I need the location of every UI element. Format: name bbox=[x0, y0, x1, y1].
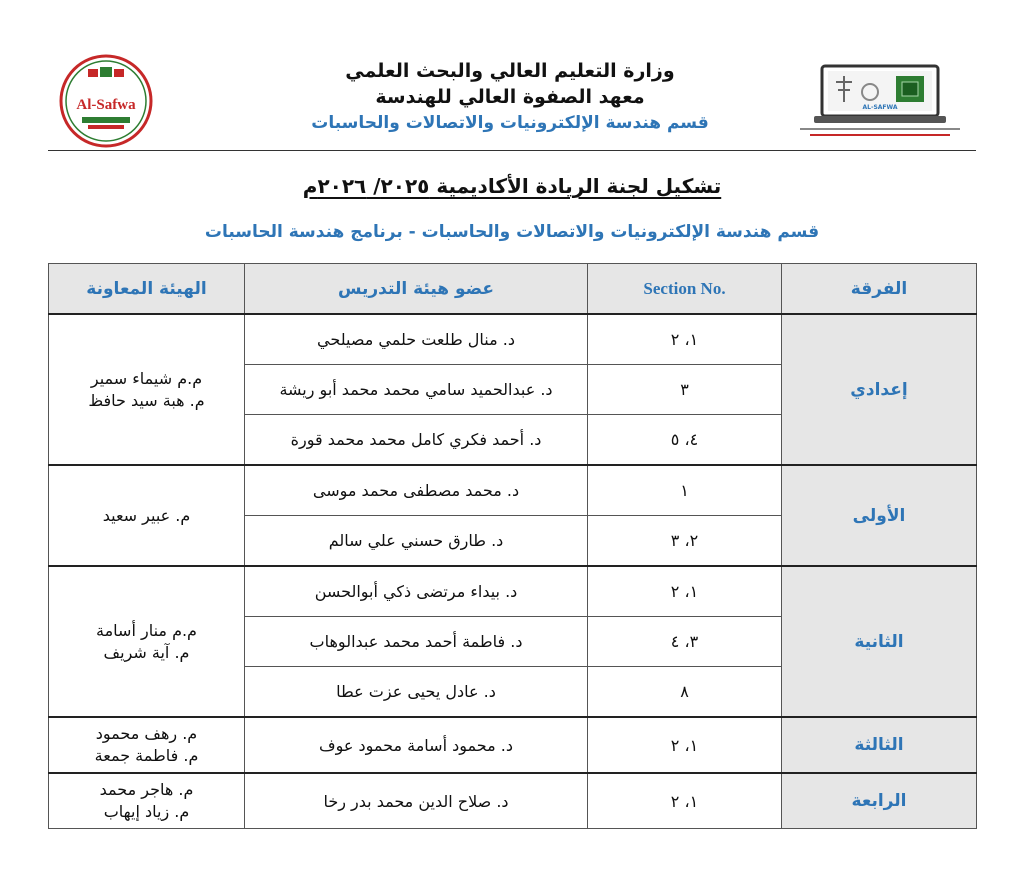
assistant-name: م. رهف محمود bbox=[95, 724, 198, 743]
year-cell: الثانية bbox=[782, 566, 977, 717]
faculty-cell: د. أحمد فكري كامل محمد محمد قورة bbox=[245, 415, 588, 466]
section-cell: ١، ٢ bbox=[588, 773, 782, 829]
faculty-cell: د. عبدالحميد سامي محمد محمد أبو ريشة bbox=[245, 365, 588, 415]
table-row bbox=[49, 465, 977, 516]
logo-right-text: AL-SAFWA bbox=[862, 104, 898, 111]
assistant-name: م. هاجر محمد bbox=[99, 780, 194, 799]
section-cell: ٣ bbox=[588, 365, 782, 415]
assistant-name: م. فاطمة جمعة bbox=[94, 746, 199, 765]
assistants-cell bbox=[49, 717, 245, 773]
assistant-name: م. هبة سيد حافظ bbox=[88, 390, 205, 410]
faculty-cell: د. عادل يحيى عزت عطا bbox=[245, 667, 588, 718]
document-title bbox=[0, 174, 1024, 198]
faculty-cell: د. طارق حسني علي سالم bbox=[245, 516, 588, 567]
assistants-cell bbox=[49, 314, 245, 465]
section-cell: ٣، ٤ bbox=[588, 617, 782, 667]
table-row bbox=[49, 314, 977, 365]
al-safwa-institute-logo bbox=[58, 53, 154, 149]
col-header-faculty: عضو هيئة التدريس bbox=[245, 264, 588, 315]
committee-table bbox=[48, 263, 977, 829]
assistant-name: م.م شيماء سمير bbox=[90, 368, 203, 388]
assistants-cell bbox=[49, 773, 245, 829]
table-row bbox=[49, 566, 977, 617]
faculty-cell: د. فاطمة أحمد محمد عبدالوهاب bbox=[245, 617, 588, 667]
assistants-cell bbox=[49, 465, 245, 566]
department-name: قسم هندسة الإلكترونيات والاتصالات والحاسبات bbox=[311, 113, 709, 133]
section-cell: ١، ٢ bbox=[588, 314, 782, 365]
assistant-name: م. زياد إيهاب bbox=[103, 802, 190, 821]
document-subtitle: قسم هندسة الإلكترونيات والاتصالات والحاسبات - برنامج هندسة الحاسبات bbox=[204, 222, 820, 242]
logo-left-text: Al-Safwa bbox=[76, 97, 136, 113]
section-cell: ١ bbox=[588, 465, 782, 516]
assistant-name: م. عبير سعيد bbox=[102, 505, 191, 525]
ministry-name: وزارة التعليم العالي والبحث العلمي bbox=[345, 60, 675, 82]
faculty-cell: د. محمد مصطفى محمد موسى bbox=[245, 465, 588, 516]
header-text-block bbox=[240, 58, 780, 136]
faculty-cell: د. محمود أسامة محمود عوف bbox=[245, 717, 588, 773]
table-row bbox=[49, 717, 977, 773]
institute-name: معهد الصفوة العالي للهندسة bbox=[375, 86, 645, 108]
year-cell: الأولى bbox=[782, 465, 977, 566]
year-cell: إعدادي bbox=[782, 314, 977, 465]
faculty-cell: د. صلاح الدين محمد بدر رخا bbox=[245, 773, 588, 829]
faculty-cell: د. بيداء مرتضى ذكي أبوالحسن bbox=[245, 566, 588, 617]
assistant-name: م.م منار أسامة bbox=[96, 620, 197, 640]
year-cell: الرابعة bbox=[782, 773, 977, 829]
section-cell: ٢، ٣ bbox=[588, 516, 782, 567]
faculty-cell: د. منال طلعت حلمي مصيلحي bbox=[245, 314, 588, 365]
header-divider bbox=[48, 150, 976, 151]
document-title-text: تشكيل لجنة الريادة الأكاديمية ٢٠٢٥/ ٢٠٢٦م bbox=[302, 174, 722, 198]
department-logo bbox=[800, 62, 960, 140]
col-header-year: الفرقة bbox=[782, 264, 977, 315]
assistant-name: م. آية شريف bbox=[103, 642, 190, 662]
section-cell: ٤، ٥ bbox=[588, 415, 782, 466]
section-cell: ١، ٢ bbox=[588, 566, 782, 617]
assistants-cell bbox=[49, 566, 245, 717]
year-cell: الثالثة bbox=[782, 717, 977, 773]
table-header-row bbox=[49, 264, 977, 315]
section-cell: ٨ bbox=[588, 667, 782, 718]
col-header-section: Section No. bbox=[588, 264, 782, 315]
section-cell: ١، ٢ bbox=[588, 717, 782, 773]
table-row bbox=[49, 773, 977, 829]
col-header-assistants: الهيئة المعاونة bbox=[49, 264, 245, 315]
